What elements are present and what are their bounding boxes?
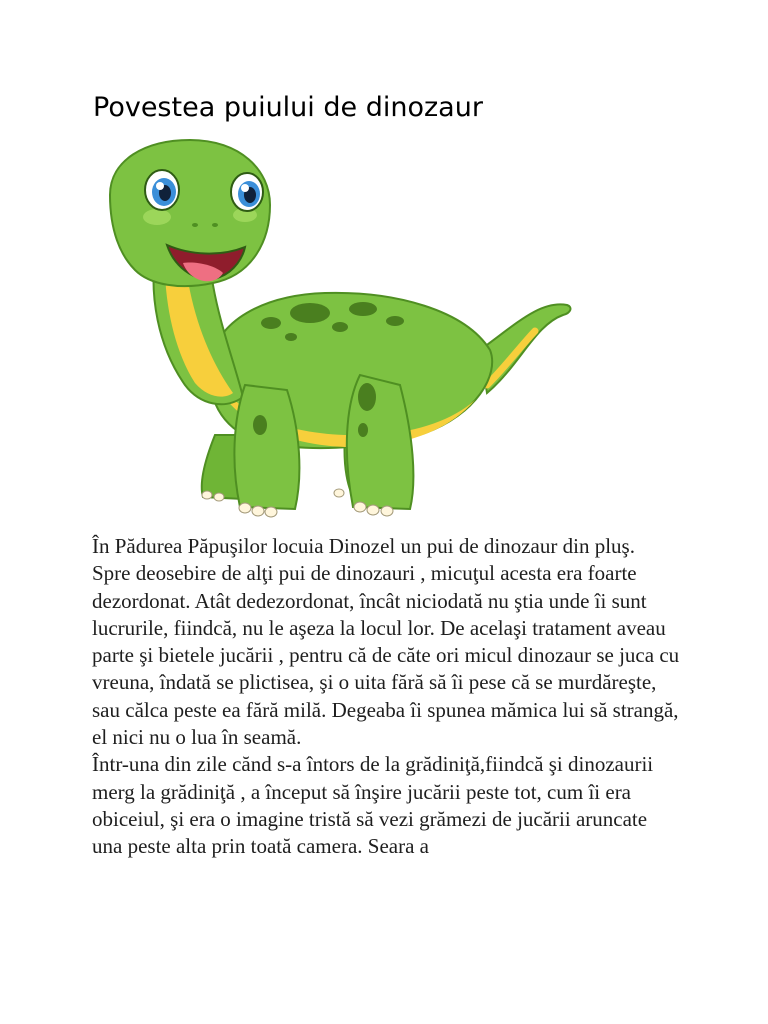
dinosaur-illustration [95, 135, 575, 525]
dinosaur-spot [349, 302, 377, 316]
dinosaur-front-leg [347, 375, 414, 509]
story-paragraph: În Pădurea Păpuşilor locuia Dinozel un pui de dinozaur din pluş. [92, 534, 635, 558]
story-text [92, 533, 680, 861]
dinosaur-spot [261, 317, 281, 329]
dinosaur-spot [332, 322, 348, 332]
dinosaur-spot [285, 333, 297, 341]
dinosaur-spot [290, 303, 330, 323]
dinosaur-spot [386, 316, 404, 326]
story-paragraph: Spre deosebire de alţi pui de dinozauri , micuţul acesta era foarte dezordonat. Atât dedezordonat, încât niciodată nu ştia unde îi sunt lucrurile, fiindcă, nu le aşeza la locul lor. De acelaşi tratament aveau parte şi bietele jucării , pentru că de căte ori micul dinozaur se juca cu vreuna, îndată se plictisea, şi o uita fără să îi pese că se murdăreşte, sau călca peste ea fără milă. Degeaba îi spunea mămica lui să strangă, el nici nu o lua în seamă. [92, 561, 680, 750]
dinosaur-eye [145, 170, 179, 210]
dinosaur-eye [231, 173, 263, 211]
story-paragraph: Într-una din zile cănd s-a întors de la grădiniţă,fiindcă şi dinozaurii merg la grădiniţă , a început să înşire jucării peste tot, cum îi era obiceiul, şi era o imagine tristă să vezi grămezi de jucării aruncate una peste alta prin toată camera. Seara a [92, 752, 654, 859]
page-title: Povestea puiului de dinozaur [93, 92, 483, 123]
dinosaur-front-leg [234, 385, 299, 509]
